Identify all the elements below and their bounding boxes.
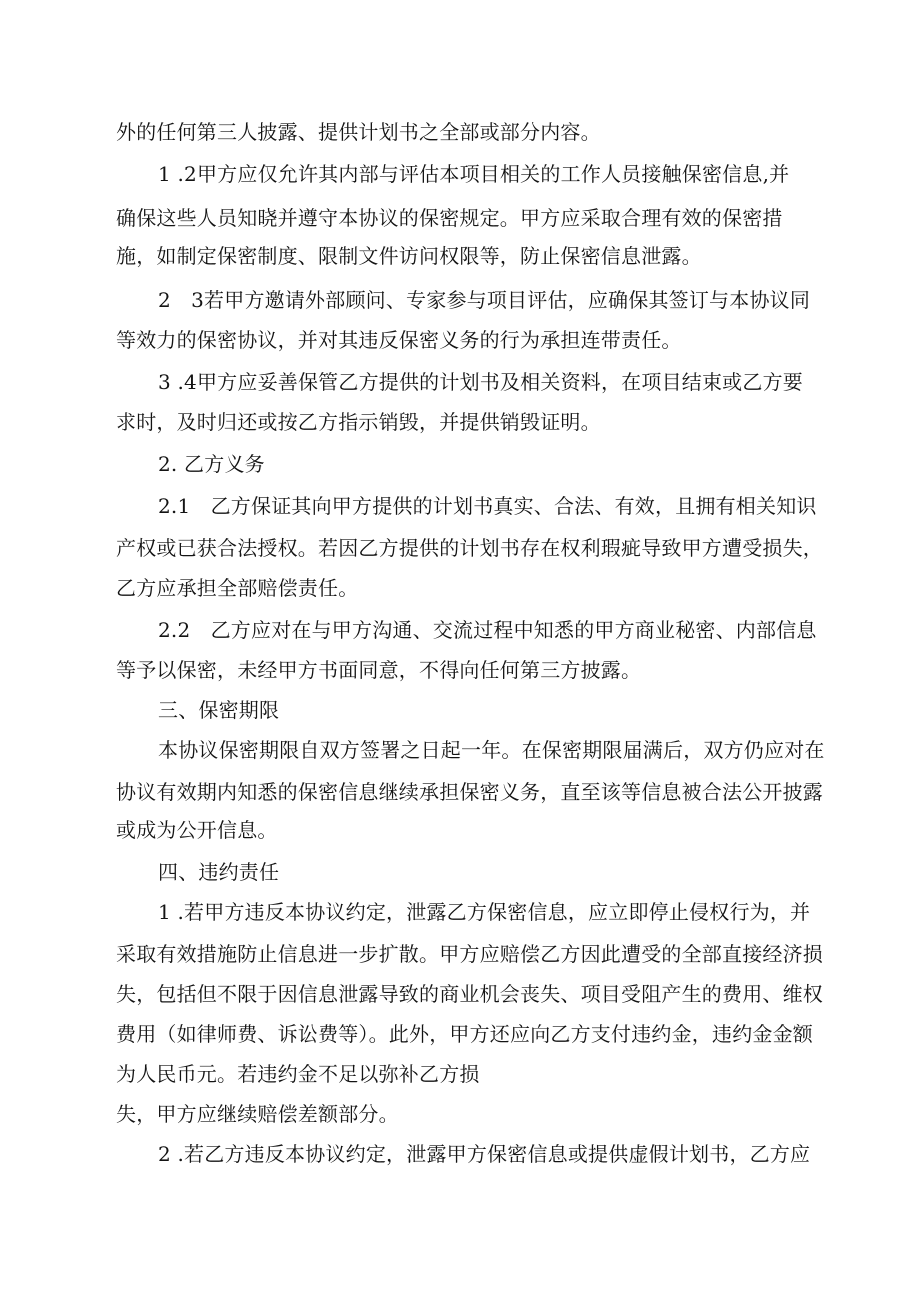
clause-4-1-line: 1 .若甲方违反本协议约定，泄露乙方保密信息，应立即停止侵权行为，并 [158,900,811,924]
paragraph-line: 等效力的保密协议，并对其违反保密义务的行为承担连带责任。 [116,328,682,352]
clause-3-4-line: 3 .4甲方应妥善保管乙方提供的计划书及相关资料，在项目结束或乙方要 [158,370,803,394]
section-heading-confidentiality-period: 三、保密期限 [158,698,280,722]
paragraph-line: 施，如制定保密制度、限制文件访问权限等，防止保密信息泄露。 [116,244,702,268]
clause-4-2-line: 2 .若乙方违反本协议约定，泄露甲方保密信息或提供虚假计划书，乙方应 [158,1142,811,1166]
section-heading-party-b-obligations: 2. 乙方义务 [158,452,265,476]
paragraph-line: 或成为公开信息。 [116,818,278,842]
paragraph-line: 外的任何第三人披露、提供计划书之全部或部分内容。 [116,120,601,144]
paragraph-line: 确保这些人员知晓并遵守本协议的保密规定。甲方应采取合理有效的保密措 [116,206,783,230]
paragraph-line: 本协议保密期限自双方签署之日起一年。在保密期限届满后，双方仍应对在 [158,738,825,762]
paragraph-line: 乙方应承担全部赔偿责任。 [116,576,359,600]
paragraph-line: 产权或已获合法授权。若因乙方提供的计划书存在权利瑕疵导致甲方遭受损失， [116,536,823,560]
paragraph-line: 为人民币元。若违约金不足以弥补乙方损 [116,1062,480,1086]
paragraph-line: 等予以保密，未经甲方书面同意，不得向任何第三方披露。 [116,658,642,682]
clause-2-2-line: 2.2 乙方应对在与甲方沟通、交流过程中知悉的甲方商业秘密、内部信息 [158,618,817,642]
paragraph-line: 费用（如律师费、诉讼费等）。此外，甲方还应向乙方支付违约金，违约金金额 [116,1022,813,1046]
paragraph-line: 失，甲方应继续赔偿差额部分。 [116,1102,399,1126]
section-heading-liability: 四、违约责任 [158,860,280,884]
paragraph-line: 失，包括但不限于因信息泄露导致的商业机会丧失、项目受阻产生的费用、维权 [116,982,823,1006]
paragraph-line: 求时，及时归还或按乙方指示销毁，并提供销毁证明。 [116,410,601,434]
clause-1-2-line: 1 .2甲方应仅允许其内部与评估本项目相关的工作人员接触保密信息,并 [158,162,790,186]
paragraph-line: 协议有效期内知悉的保密信息继续承担保密义务，直至该等信息被合法公开披露 [116,780,823,804]
clause-2-3-line: 2 3若甲方邀请外部顾问、专家参与项目评估，应确保其签订与本协议同 [158,288,811,312]
paragraph-line: 采取有效措施防止信息进一步扩散。甲方应赔偿乙方因此遭受的全部直接经济损 [116,942,823,966]
clause-2-1-line: 2.1 乙方保证其向甲方提供的计划书真实、合法、有效，且拥有相关知识 [158,494,817,518]
